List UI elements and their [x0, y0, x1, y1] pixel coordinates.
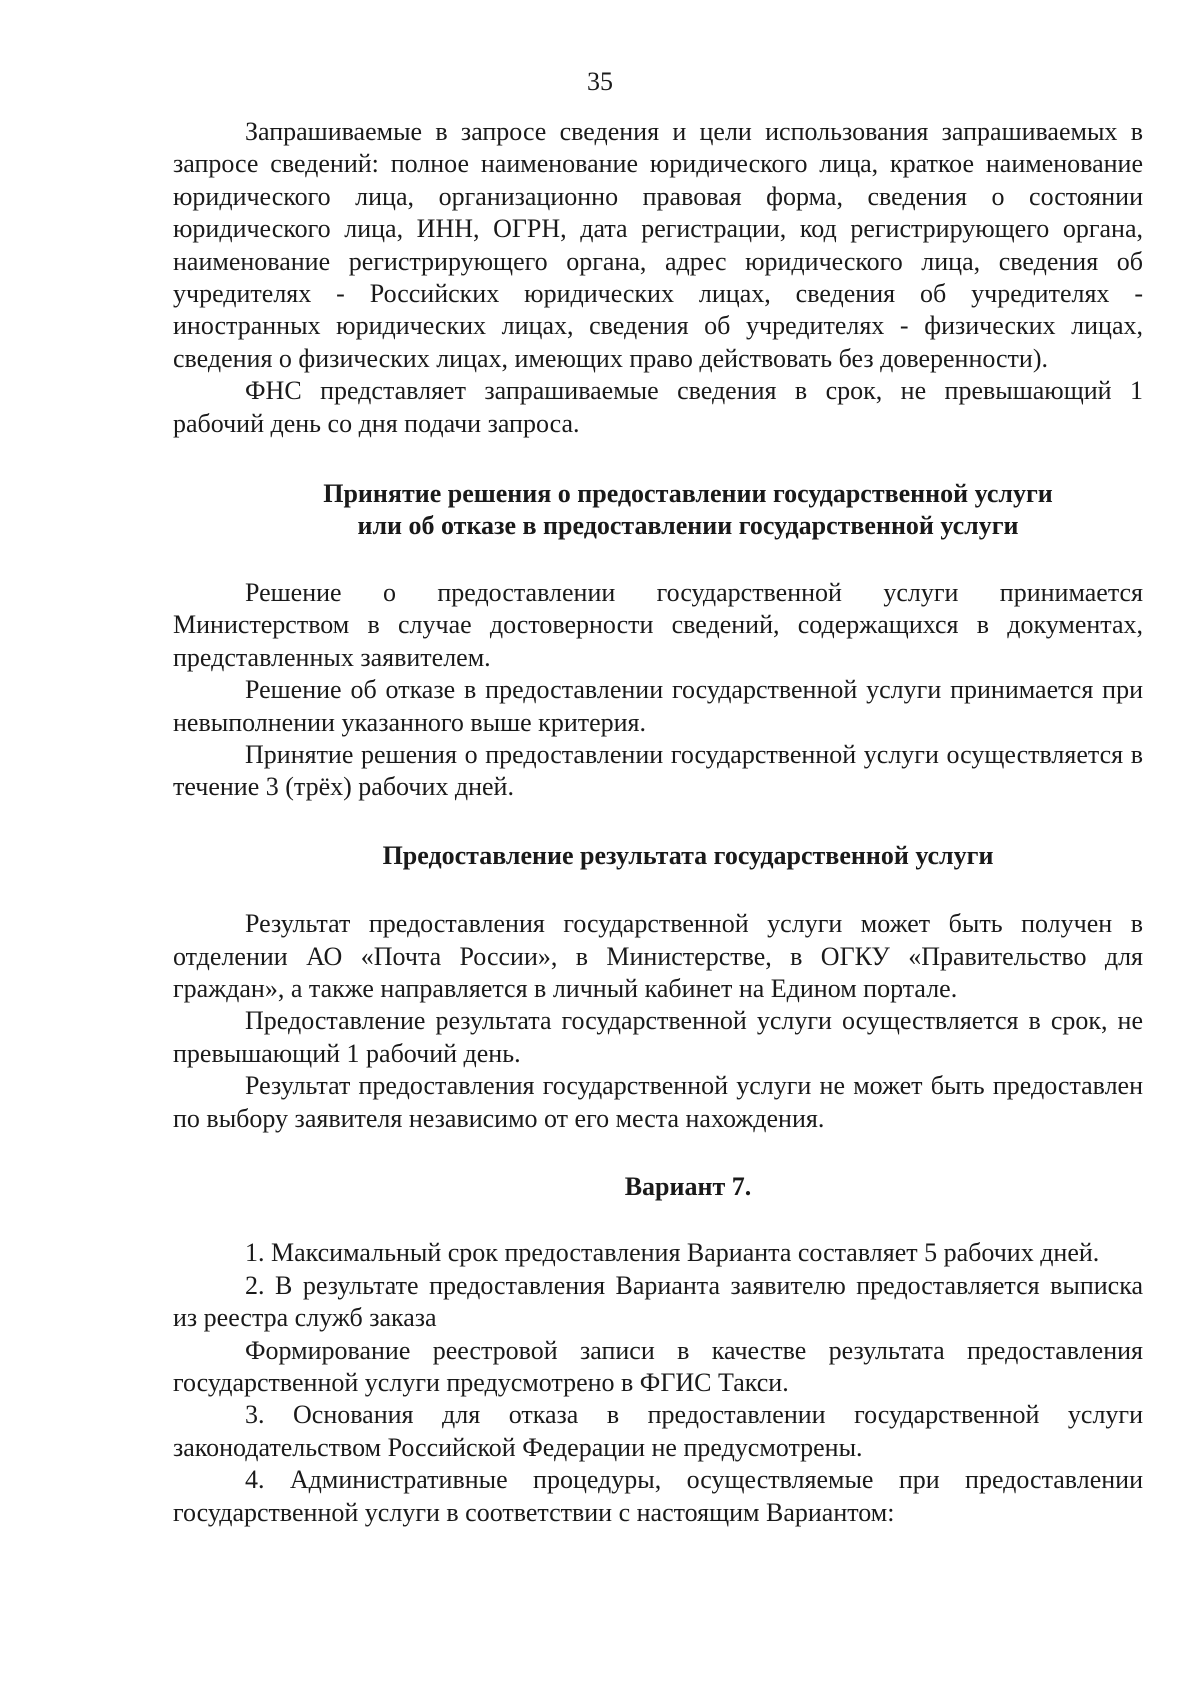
paragraph: Предоставление результата государственной услуги осуществляется в срок, не превышающий 1 рабочий день.	[173, 1006, 1143, 1068]
list-item: 1. Максимальный срок предоставления Варианта составляет 5 рабочих дней.	[245, 1238, 1100, 1268]
paragraph: Решение о предоставлении государственной услуги принимается Министерством в случае достоверности сведений, содержащихся в документах, представленных заявителем.	[173, 577, 1143, 672]
list-item: 2. В результате предоставления Варианта заявителю предоставляется выписка из реестра служб заказа	[173, 1270, 1143, 1333]
paragraph: Запрашиваемые в запросе сведения и цели использования запрашиваемых в запросе сведений: полное наименование юридического лица, краткое наименование юридического лица, организационно правовая форма, сведения о состоянии юридического лица, ИНН, ОГРН, дата регистрации, код регистрирующего органа, наименование регистрирующего органа, адрес юридического лица, сведения об учредителях - Российских юридических лицах, сведения об учредителях - иностранных юридических лицах, сведения об учредителях - физических лицах, сведения о физических лицах, имеющих право действовать без доверенности).	[173, 117, 1143, 373]
paragraph: Результат предоставления государственной услуги может быть получен в отделении АО «Почта России», в Министерстве, в ОГКУ «Правительство для граждан», а также направляется в личный кабинет на Едином портале.	[173, 909, 1143, 1003]
list-item: 3. Основания для отказа в предоставлении государственной услуги законодательством Российской Федерации не предусмотрены.	[173, 1400, 1143, 1462]
paragraph: Формирование реестровой записи в качестве результата предоставления государственной услуги предусмотрено в ФГИС Такси.	[173, 1335, 1143, 1397]
paragraph: Решение об отказе в предоставлении государственной услуги принимается при невыполнении указанного выше критерия.	[173, 675, 1143, 737]
section-heading-decision: Принятие решения о предоставлении государственной услуги	[323, 479, 1053, 509]
paragraph: Результат предоставления государственной услуги не может быть предоставлен по выбору заявителя независимо от его места нахождения.	[173, 1071, 1143, 1133]
paragraph: ФНС представляет запрашиваемые сведения в срок, не превышающий 1 рабочий день со дня подачи запроса.	[173, 376, 1143, 438]
paragraph: Принятие решения о предоставлении государственной услуги осуществляется в течение 3 (трёх) рабочих дней.	[173, 739, 1143, 802]
page-number: 35	[587, 67, 613, 96]
section-heading-variant: Вариант 7.	[624, 1171, 752, 1201]
section-heading-decision-line2: или об отказе в предоставлении государственной услуги	[357, 511, 1019, 541]
list-item: 4. Административные процедуры, осуществляемые при предоставлении государственной услуги в соответствии с настоящим Вариантом:	[173, 1465, 1143, 1527]
section-heading-result: Предоставление результата государственной услуги	[382, 840, 994, 870]
document-body	[173, 116, 1143, 1529]
